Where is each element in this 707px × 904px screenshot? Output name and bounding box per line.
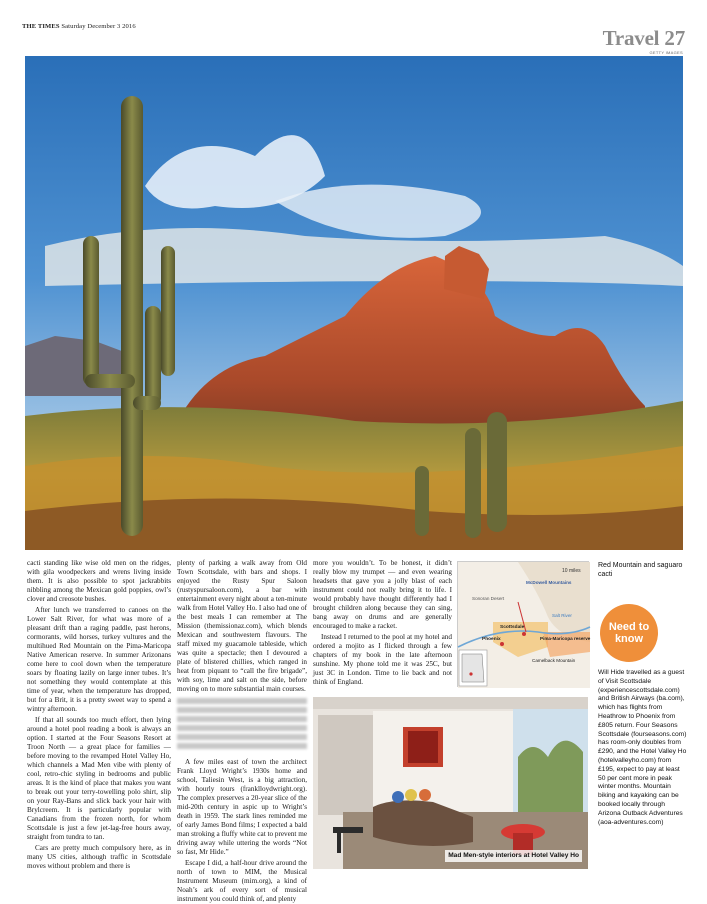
interior-photo <box>313 697 588 869</box>
paragraph: If that all sounds too much effort, then lying around a hotel pool reading a book is always an option. I started at the Four Seasons Resort at Troon North — a great place for families — before moving to the revamped Hotel Valley Ho, which channels a Mad Men vibe with plenty of cool, retro-chic styling in bedrooms and public areas. It is the kind of place that makes you want to break out your terry-towelling polo shirt, slip on your Ray-Bans and slick back your hair with Brylcreem. It is particularly popular with Canadians from the frozen north, for whom Scottsdale is just a few jet-lag-free hours away, straight from tundra to tan. <box>27 716 171 841</box>
hero-caption: Red Mountain and saguaro cacti <box>598 562 683 578</box>
article-column-3 <box>313 559 452 694</box>
map-label: Camelback Mountain <box>532 658 576 663</box>
badge-title: Need to know <box>608 621 650 645</box>
page-number: 27 <box>664 26 685 50</box>
interior-caption: Mad Men-style interiors at Hotel Valley Ho <box>445 850 582 862</box>
masthead <box>22 23 136 30</box>
section-heading <box>603 26 685 51</box>
red-mountain-illustration <box>25 56 683 550</box>
paragraph: plenty of parking a walk away from Old Town Scottsdale, with bars and shops. I enjoyed the Rusty Spur Saloon (rustyspursaloon.com), a bar with entertainment every night about a ten-minute walk from Hotel Valley Ho. I also had one of the best meals I can remember at The Mission (themissionaz.com), which blends Mexican and southwestern flavours. The staff mixed my guacamole tableside, which was quite a spectacle; then I devoured a plate of blistered chillies, which ranged in heat from piquant to “call the fire brigade”, with soy, lime and salt on the side, before moving on to more substantial main courses. <box>177 559 307 693</box>
map-graphic <box>458 562 590 688</box>
map-scale: 10 miles <box>562 568 581 574</box>
article-column-2 <box>177 559 308 903</box>
paragraph: A few miles east of town the architect Frank Lloyd Wright’s 1930s home and school, Taliesin West, is a big attraction, with hourly tours (franklloydwright.org). The complex preserves a 20-year slice of the mid-20th century in aspic up to Wright’s death in 1959. The stark lines reminded me of early James Bond films; I expected a bald man stroking a fluffy white cat to prevent me driving away while uttering the words “Not so fast, Mr Hide.” <box>177 758 308 856</box>
map-label: Sonoran Desert <box>472 596 505 601</box>
paragraph: Cars are pretty much compulsory here, as in many US cities, although traffic in Scottsdale moves without problem and there is <box>27 844 171 870</box>
blurred-advert-block <box>177 698 307 750</box>
hotel-interior-illustration <box>313 697 588 869</box>
map-label: McDowell Mountains <box>526 580 572 585</box>
map-label: Phoenix <box>482 637 501 642</box>
section-name: Travel <box>602 26 660 50</box>
paragraph: Escape I did, a half-hour drive around the north of town to MIM, the Musical Instrument Museum (mim.org), a kind of Noah’s ark of every sort of musical instrument you could think of, and plenty <box>177 859 307 903</box>
map-label: Salt River <box>552 613 572 618</box>
need-to-know-body: Will Hide travelled as a guest of Visit Scottsdale (experiencescottsdale.com) and British Airways (ba.com), which has flights from Heathrow to Phoenix from £805 return. Four Seasons Scottsdale (fourseasons.com) has room-only doubles from £290, and the Hotel Valley Ho (hotelvalleyho.com) from £195, expect to pay at least 50 per cent more in peak winter months. Mountain biking and kayaking can be booked locally through Arizona Outback Adventures (aoa-adventures.com) <box>598 669 687 826</box>
article-column-1 <box>27 559 171 889</box>
photo-credit: GETTY IMAGES <box>649 50 683 55</box>
publication-name: THE TIMES <box>22 23 60 30</box>
map-label: Pima-Maricopa reserve <box>540 636 591 641</box>
paragraph: more you wouldn’t. To be honest, it didn’t really blow my trumpet — and even wearing headsets that gave you a jolly blast of each instrument could not really bring it to life. I would probably have thought differently had I brought children along because they can sing, bang away on drums and are generally encouraged to make a racket. <box>313 559 452 630</box>
paragraph: After lunch we transferred to canoes on the Lower Salt River, for what was more of a pleasant drift than a raging paddle, past herons, cormorants, wild horses, turkey vultures and the multihued Red Mountain on the Pima-Maricopa Native American reserve. In summer Arizonans come here to cool down when the temperature soars by floating lazily on large inner tubes. It’s not something they would contemplate at this time of year, when the temperature has dropped, but for a Brit, it is a pretty sweet way to spend a wintry afternoon. <box>27 606 171 713</box>
paragraph: cacti standing like wise old men on the ridges, with gila woodpeckers and wrens living inside them. It is also possible to spot jackrabbits nibbling among the Mexican gold poppies, owl’s clover and creosote bushes. <box>27 559 171 603</box>
map-label: Scottsdale <box>500 625 525 630</box>
issue-date: Saturday December 3 2016 <box>61 23 136 30</box>
hero-photo <box>25 56 683 550</box>
need-to-know-badge <box>600 604 658 662</box>
locator-map <box>457 561 589 687</box>
paragraph: Instead I returned to the pool at my hotel and ordered a mojito as I flicked through a few chapters of my book in the late afternoon sunshine. My phone told me it was 25C, but just 3C in London. Time to lie back and not think of England. <box>313 633 452 686</box>
